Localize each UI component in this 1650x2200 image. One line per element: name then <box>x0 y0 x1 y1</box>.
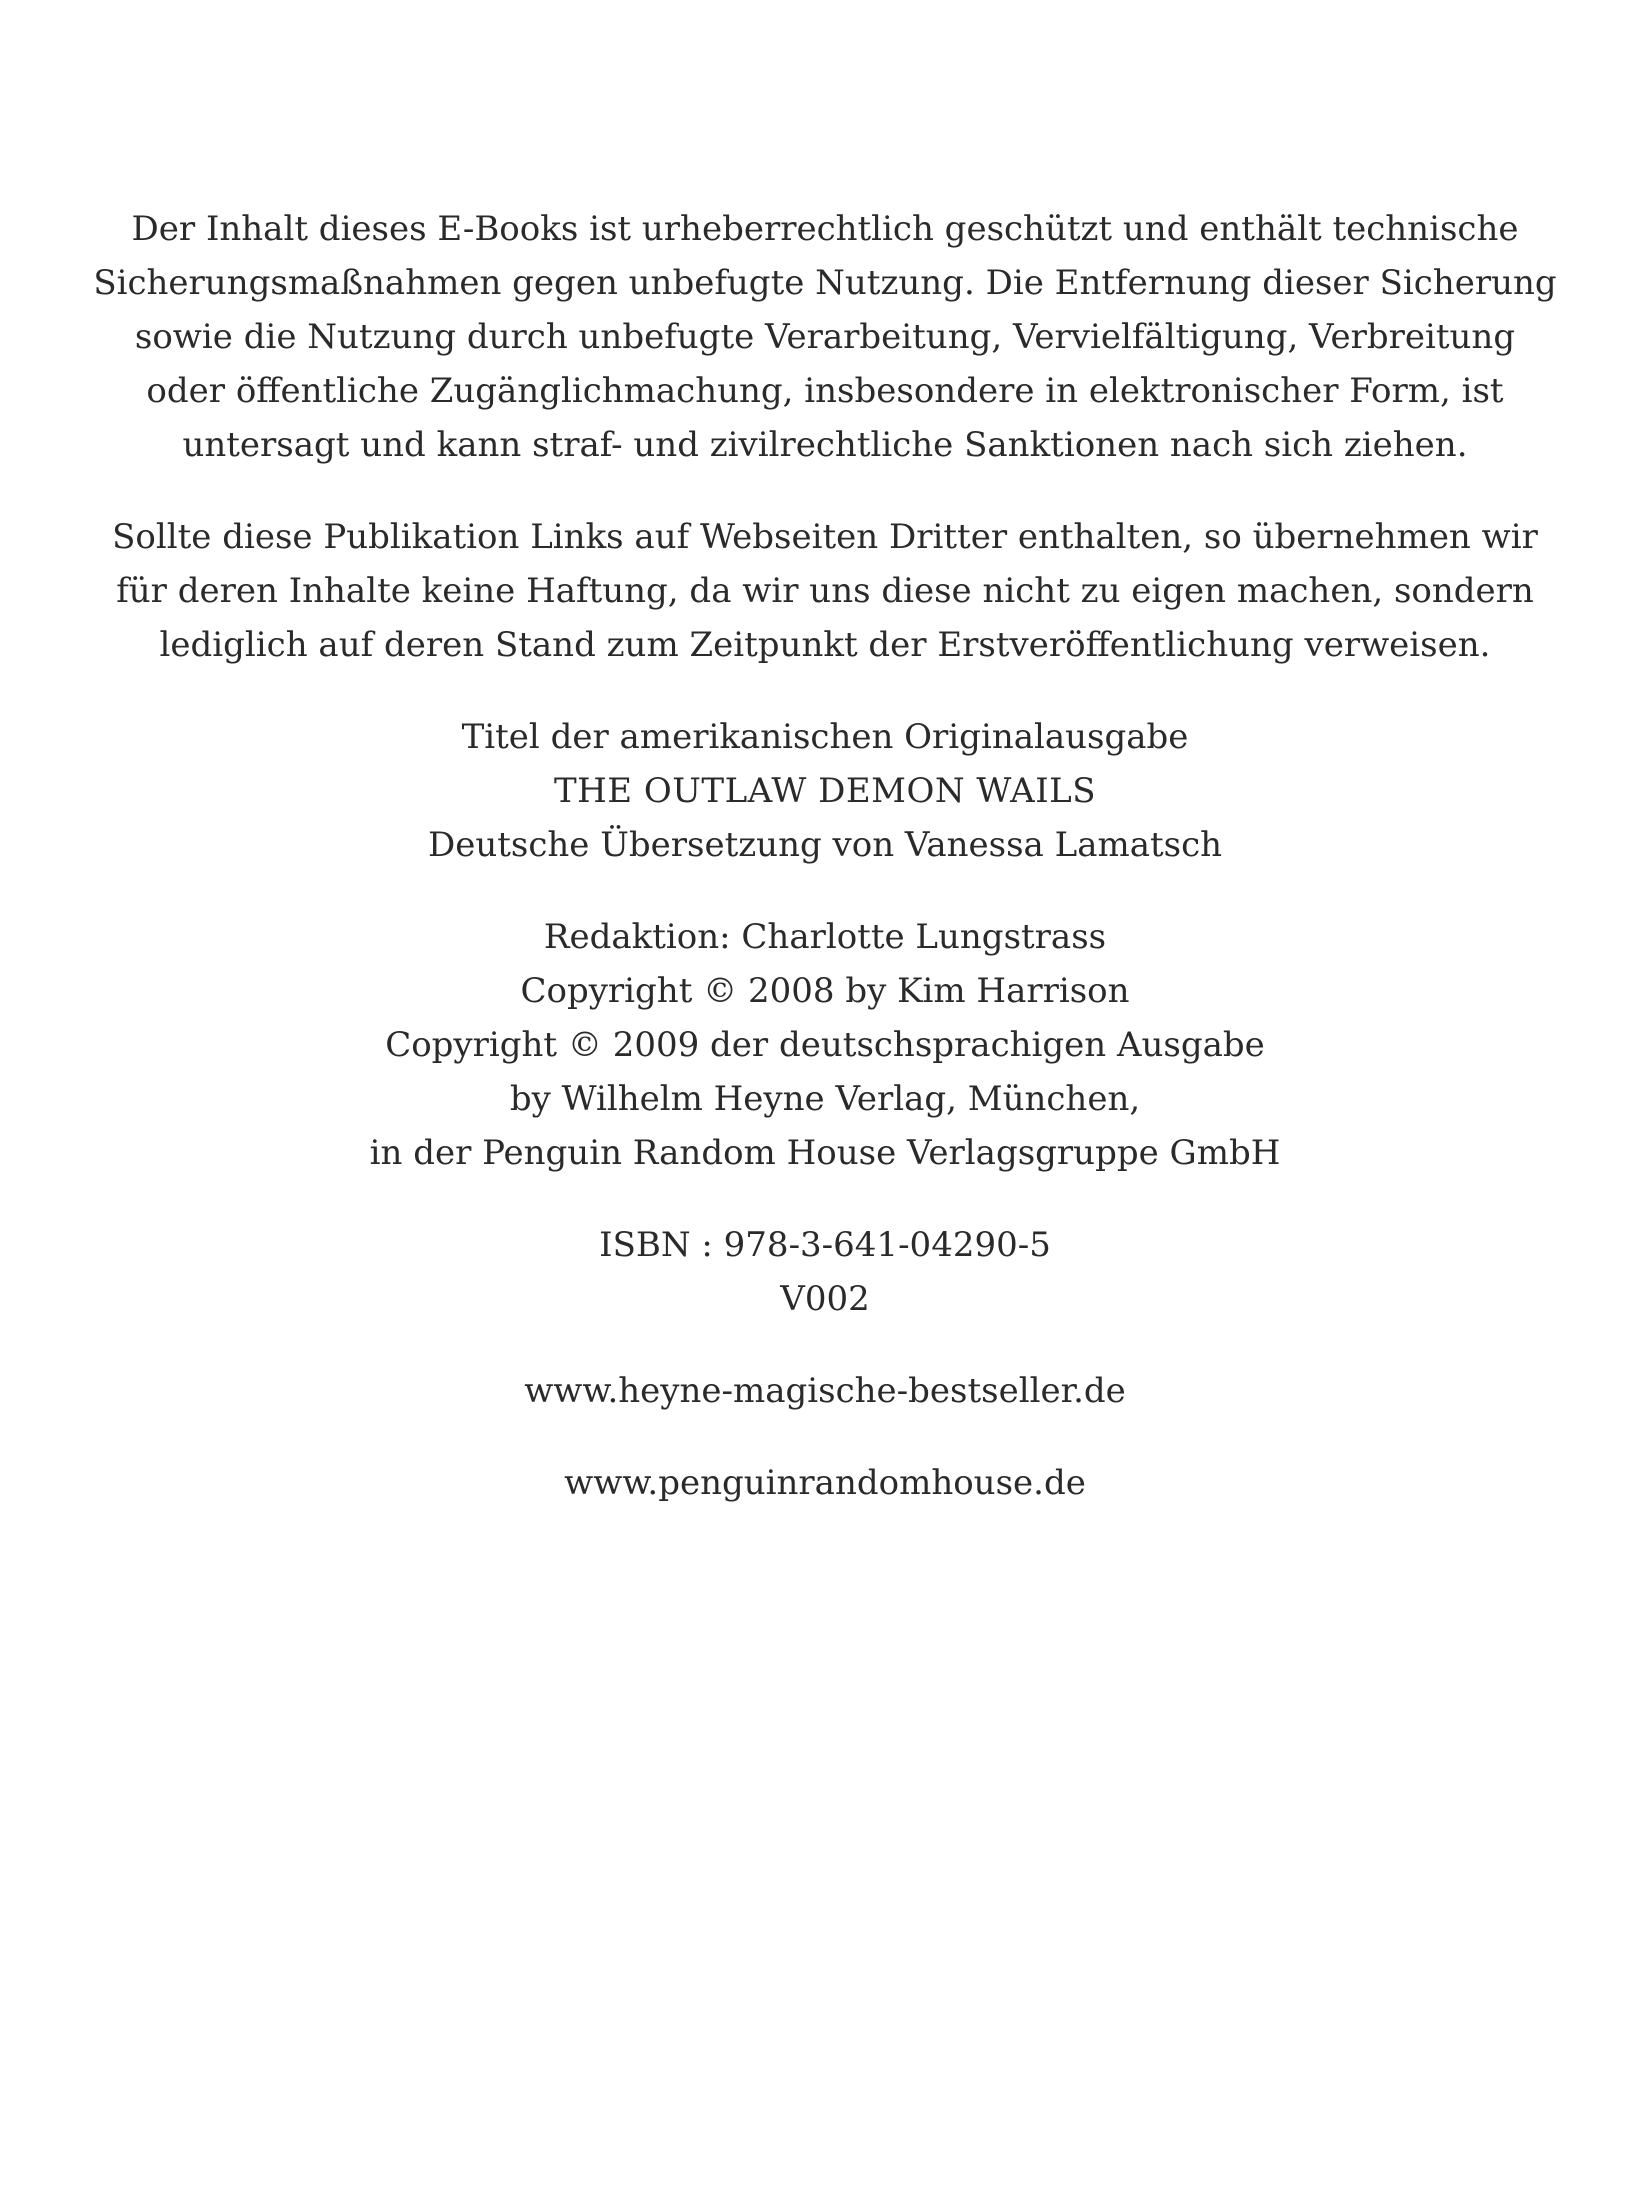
legal-notice-line: untersagt und kann straf- und zivilrechtliche Sanktionen nach sich ziehen. <box>182 425 1468 465</box>
publisher-group-line: in der Penguin Random House Verlagsgruppe GmbH <box>369 1133 1281 1173</box>
legal-notice <box>0 202 1650 472</box>
copyright-original: Copyright © 2008 by Kim Harrison <box>520 971 1130 1011</box>
website-heyne: www.heyne-magische-bestseller.de <box>524 1371 1126 1411</box>
original-title-block <box>0 710 1650 872</box>
website-penguin-block <box>0 1456 1650 1510</box>
version: V002 <box>780 1279 870 1319</box>
links-notice-line: für deren Inhalte keine Haftung, da wir uns diese nicht zu eigen machen, sondern <box>116 571 1534 611</box>
identifiers-block <box>0 1218 1650 1326</box>
links-notice-line: lediglich auf deren Stand zum Zeitpunkt der Erstveröffentlichung verweisen. <box>159 625 1491 665</box>
website-heyne-block <box>0 1364 1650 1418</box>
editor-credit: Redaktion: Charlotte Lungstrass <box>543 917 1107 957</box>
publisher-line: by Wilhelm Heyne Verlag, München, <box>509 1079 1141 1119</box>
isbn: ISBN : 978-3-641-04290-5 <box>599 1225 1051 1265</box>
links-notice <box>0 510 1650 672</box>
legal-notice-line: sowie die Nutzung durch unbefugte Verarbeitung, Vervielfältigung, Verbreitung <box>134 317 1516 357</box>
legal-notice-line: Der Inhalt dieses E-Books ist urheberrechtlich geschützt und enthält technische <box>131 209 1519 249</box>
copyright-german: Copyright © 2009 der deutschsprachigen Ausgabe <box>385 1025 1265 1065</box>
legal-notice-line: oder öffentliche Zugänglichmachung, insbesondere in elektronischer Form, ist <box>146 371 1504 411</box>
website-penguin: www.penguinrandomhouse.de <box>564 1463 1086 1503</box>
credits-block <box>0 910 1650 1180</box>
legal-notice-line: Sicherungsmaßnahmen gegen unbefugte Nutzung. Die Entfernung dieser Sicherung <box>93 263 1557 303</box>
translator-credit: Deutsche Übersetzung von Vanessa Lamatsch <box>427 825 1223 865</box>
links-notice-line: Sollte diese Publikation Links auf Webseiten Dritter enthalten, so übernehmen wir <box>112 517 1538 557</box>
original-title-label: Titel der amerikanischen Originalausgabe <box>461 717 1189 757</box>
original-title: THE OUTLAW DEMON WAILS <box>553 771 1097 811</box>
